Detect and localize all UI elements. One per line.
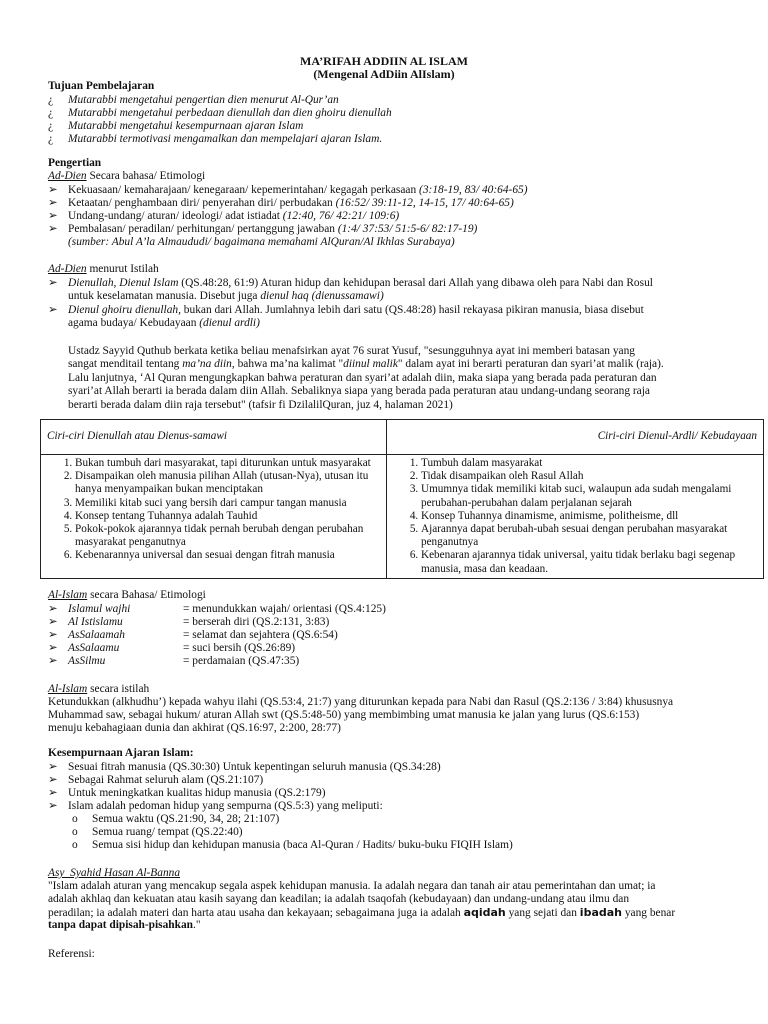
islam-def: = menundukkan wajah/ orientasi (QS.4:125) [183, 603, 386, 615]
paragraph-line: menuju kebahagiaan dunia dan akhirat (QS.16:97, 2:200, 28:77) [48, 722, 341, 734]
label: menurut Istilah [86, 263, 159, 275]
item-text: Undang-undang/ aturan/ ideologi/ adat istiadat [68, 210, 283, 222]
quote-line [68, 358, 728, 371]
referensi-label: Referensi: [48, 948, 95, 960]
islam-term: AsSilmu [68, 655, 106, 667]
label: Secara bahasa/ Etimologi [86, 170, 206, 182]
islam-def: = perdamaian (QS.47:35) [183, 655, 300, 667]
etimologi-heading [48, 170, 728, 183]
arrow-bullet-icon: ➢ [48, 787, 58, 799]
text: " dalam ayat ini berarti peraturan dan syari’at malik (raja). [397, 358, 664, 371]
text: peradilan; ia adalah materi dan harta atau usaha dan kekayaan; sebagaimana juga ia adalah [48, 907, 464, 919]
emphasis: ibadah [579, 906, 622, 919]
list-item: 2. Tidak disampaikan oleh Rasul Allah [421, 470, 757, 483]
etimologi-item [68, 210, 728, 223]
arrow-bullet-icon: ➢ [48, 277, 58, 289]
term: dienul haq (dienussamawi) [260, 290, 384, 302]
list-item: 5. Ajarannya dapat berubah-ubah sesuai dengan perubahan masyarakat penganutnya [421, 523, 757, 549]
text: untuk keselamatan manusia. Disebut juga [68, 290, 261, 302]
circle-bullet-icon: o [72, 826, 78, 838]
islam-def: = selamat dan sejahtera (QS.6:54) [183, 629, 338, 641]
arrow-bullet-icon: ➢ [48, 616, 58, 628]
pengertian-heading: Pengertian [48, 157, 102, 169]
term: Ad-Dien [48, 170, 87, 182]
etimologi-item [68, 184, 728, 197]
arrow-bullet-icon: ➢ [48, 223, 58, 235]
list-item: 6. Kebenaran ajarannya tidak universal, yaitu tidak berlaku bagi segenap manusia, masa dan keadaan. [421, 549, 757, 575]
arrow-bullet-icon: ➢ [48, 629, 58, 641]
istilah-heading [48, 263, 728, 276]
page-subtitle: (Mengenal AdDiin AlIslam) [313, 67, 455, 81]
circle-bullet-icon: o [72, 813, 78, 825]
bullet-icon: ¿ [48, 133, 54, 145]
etimologi-item [68, 223, 728, 236]
item-ref: (3:18-19, 83/ 40:64-65) [419, 184, 528, 196]
kesempurnaan-item: Sebagai Rahmat seluruh alam (QS.21:107) [68, 774, 264, 786]
text: ." [193, 919, 201, 931]
arrow-bullet-icon: ➢ [48, 210, 58, 222]
etimologi-item [68, 197, 728, 210]
tujuan-item: Mutarabbi mengetahui perbedaan dienullah dan dien ghoiru dienullah [68, 107, 392, 119]
item-ref: (12:40, 76/ 42:21/ 109:6) [282, 210, 400, 222]
islam-def: = berserah diri (QS.2:131, 3:83) [183, 616, 330, 628]
banna-line: "Islam adalah aturan yang mencakup segala aspek kehidupan manusia. Ia adalah negara dan tanah air atau pemerintahan dan umat; ia [48, 880, 656, 892]
item-ref: (1:4/ 37:53/ 51:5-6/ 82:17-19) [337, 223, 478, 235]
term: Ad-Dien [48, 263, 87, 275]
text: sangat menditail tentang [68, 358, 183, 371]
list-item: 4. Konsep tentang Tuhannya adalah Tauhid [75, 510, 380, 523]
quote-line: berarti berada dalam diin raja tersebut" (tafsir fi DzilalilQuran, juz 4, halaman 2021) [68, 398, 453, 411]
list-item: 2. Disampaikan oleh manusia pilihan Allah (utusan-Nya), utusan itu hanya menyampaikan bukan menciptakan [75, 470, 380, 496]
quote-line: Ustadz Sayyid Quthub berkata ketika beliau menafsirkan ayat 76 surat Yusuf, "sesungguhnya ayat ini memberi batasan yang [68, 345, 635, 357]
banna-line [48, 919, 728, 932]
table-cell-right [387, 455, 764, 579]
arrow-bullet-icon: ➢ [48, 184, 58, 196]
sumber-note: (sumber: Abul A’la Almaududi/ bagaimana memahami AlQuran/Al Ikhlas Surabaya) [68, 236, 455, 248]
emphasis: aqidah [463, 906, 506, 919]
term: ma’na diin [182, 358, 232, 371]
arrow-bullet-icon: ➢ [48, 642, 58, 654]
tujuan-item: Mutarabbi termotivasi mengamalkan dan mempelajari ajaran Islam. [68, 133, 383, 145]
arrow-bullet-icon: ➢ [48, 655, 58, 667]
table-cell-left [41, 455, 387, 579]
comparison-table [40, 419, 764, 579]
emphasis: tanpa dapat dipisah-pisahkan [48, 919, 193, 931]
text: yang benar [622, 907, 676, 919]
kesempurnaan-item: Sesuai fitrah manusia (QS.30:30) Untuk kepentingan seluruh manusia (QS.34:28) [68, 761, 441, 773]
arrow-bullet-icon: ➢ [48, 304, 58, 316]
term: Dienul ghoiru dienullah, [68, 304, 181, 316]
term: (dienul ardli) [199, 317, 260, 329]
kesempurnaan-subitem: Semua waktu (QS.21:90, 34, 28; 21:107) [92, 813, 280, 825]
banna-heading: Asy_Syahid Hasan Al-Banna [48, 867, 181, 879]
text: bukan dari Allah. Jumlahnya lebih dari satu (QS.48:28) hasil rekayasa pikiran manusia, biasa disebut [180, 304, 644, 316]
tujuan-item: Mutarabbi mengetahui pengertian dien menurut Al-Qur’an [68, 94, 339, 106]
arrow-bullet-icon: ➢ [48, 761, 58, 773]
list-item: 3. Memiliki kitab suci yang bersih dari campur tangan manusia [75, 497, 380, 510]
item-ref: (16:52/ 39:11-12, 14-15, 17/ 40:64-65) [335, 197, 514, 209]
tujuan-heading: Tujuan Pembelajaran [48, 80, 155, 92]
islam-term: Al Istislamu [68, 616, 123, 628]
list-item: 4. Konsep Tuhannya dinamisme, animisme, politheisme, dll [421, 510, 757, 523]
quote-line: Lalu lanjutnya, ‘Al Quran mengungkapkan bahwa peraturan dan syari’at adalah diin, maka siapa yang berada pada peraturan dan [68, 371, 657, 384]
list-item: 6. Kebenarannya universal dan sesuai dengan fitrah manusia [75, 549, 380, 562]
istilah-item [68, 304, 728, 317]
list-item: 1. Tumbuh dalam masyarakat [421, 457, 757, 470]
list-item: 5. Pokok-pokok ajarannya tidak pernah berubah dengan perubahan masyarakat penganutnya [75, 523, 380, 549]
list-item: 3. Umumnya tidak memiliki kitab suci, walaupun ada sudah mengalami perubahan-perubahan dalam perjalanan sejarah [421, 483, 757, 509]
term: diinul malik [343, 358, 398, 371]
arrow-bullet-icon: ➢ [48, 603, 58, 615]
bullet-icon: ¿ [48, 94, 54, 106]
bullet-icon: ¿ [48, 120, 54, 132]
quote-line: syari’at Allah berarti ia berada dalam diin Allah. Sebaliknya siapa yang berada pada peraturan atau undang-undang seorang raja [68, 385, 650, 398]
item-text: Ketaatan/ penghambaan diri/ penyerahan diri/ perbudakan [68, 197, 336, 209]
kesempurnaan-item: Islam adalah pedoman hidup yang sempurna (QS.5:3) yang meliputi: [68, 800, 383, 812]
term: Al-Islam [48, 589, 88, 601]
bullet-icon: ¿ [48, 107, 54, 119]
text: yang sejati dan [505, 907, 580, 919]
term: Dienullah, Dienul Islam [68, 277, 179, 289]
islam-term: Islamul wajhi [68, 603, 131, 615]
arrow-bullet-icon: ➢ [48, 774, 58, 786]
istilah-item-cont [68, 290, 728, 303]
islam-term: AsSalaamu [68, 642, 120, 654]
kesempurnaan-heading: Kesempurnaan Ajaran Islam: [48, 747, 194, 759]
islam-bahasa-heading [48, 589, 728, 602]
kesempurnaan-item: Untuk meningkatkan kualitas hidup manusia (QS.2:179) [68, 787, 326, 799]
kesempurnaan-subitem: Semua sisi hidup dan kehidupan manusia (baca Al-Quran / Hadits/ buku-buku FIQIH Islam) [92, 839, 513, 851]
text: agama budaya/ Kebudayaan [68, 317, 200, 329]
list-item: 1. Bukan tumbuh dari masyarakat, tapi diturunkan untuk masyarakat [75, 457, 380, 470]
paragraph-line: Muhammad saw, sebagai hukum/ aturan Allah swt (QS.5:48-50) yang membimbing umat manusia ke jalan yang lurus (QS.6:153) [48, 709, 640, 721]
kesempurnaan-subitem: Semua ruang/ tempat (QS.22:40) [92, 826, 243, 838]
text: (QS.48:28, 61:9) Aturan hidup dan kehidupan berasal dari Allah yang dibawa oleh para Nabi dan Rosul [178, 277, 653, 289]
arrow-bullet-icon: ➢ [48, 197, 58, 209]
label: secara istilah [87, 683, 150, 695]
page-title: MA’RIFAH ADDIIN AL ISLAM [300, 54, 468, 68]
istilah-item [68, 277, 728, 290]
islam-def: = suci bersih (QS.26:89) [183, 642, 296, 654]
islam-istilah-heading [48, 683, 728, 696]
tujuan-item: Mutarabbi mengetahui kesempurnaan ajaran Islam [68, 120, 304, 132]
text: , bahwa ma’na kalimat " [231, 358, 344, 371]
paragraph-line: Ketundukkan (alkhudhu’) kepada wahyu ilahi (QS.53:4, 21:7) yang diturunkan kepada para Nabi dan Rasul (QS.2:136 / 3:84) khususnya [48, 696, 674, 708]
quthub-quote [68, 345, 728, 412]
table-header-left: Ciri-ciri Dienullah atau Dienus-samawi [41, 420, 387, 455]
table-header-right: Ciri-ciri Dienul-Ardli/ Kebudayaan [387, 420, 764, 455]
item-text: Kekuasaan/ kemaharajaan/ kenegaraan/ kepemerintahan/ kegagah perkasaan [68, 184, 420, 196]
item-text: Pembalasan/ peradilan/ perhitungan/ pertanggung jawaban [68, 223, 338, 235]
istilah-item-cont [68, 317, 728, 330]
circle-bullet-icon: o [72, 839, 78, 851]
arrow-bullet-icon: ➢ [48, 800, 58, 812]
term: Al-Islam [48, 683, 88, 695]
islam-term: AsSalaamah [68, 629, 125, 641]
banna-line: adalah akhlaq dan kekuatan atau kasih sayang dan keadilan; ia adalah tsaqofah (kebudayaan) dan undang-undang atau ilmu dan [48, 893, 630, 905]
label: secara Bahasa/ Etimologi [87, 589, 206, 601]
